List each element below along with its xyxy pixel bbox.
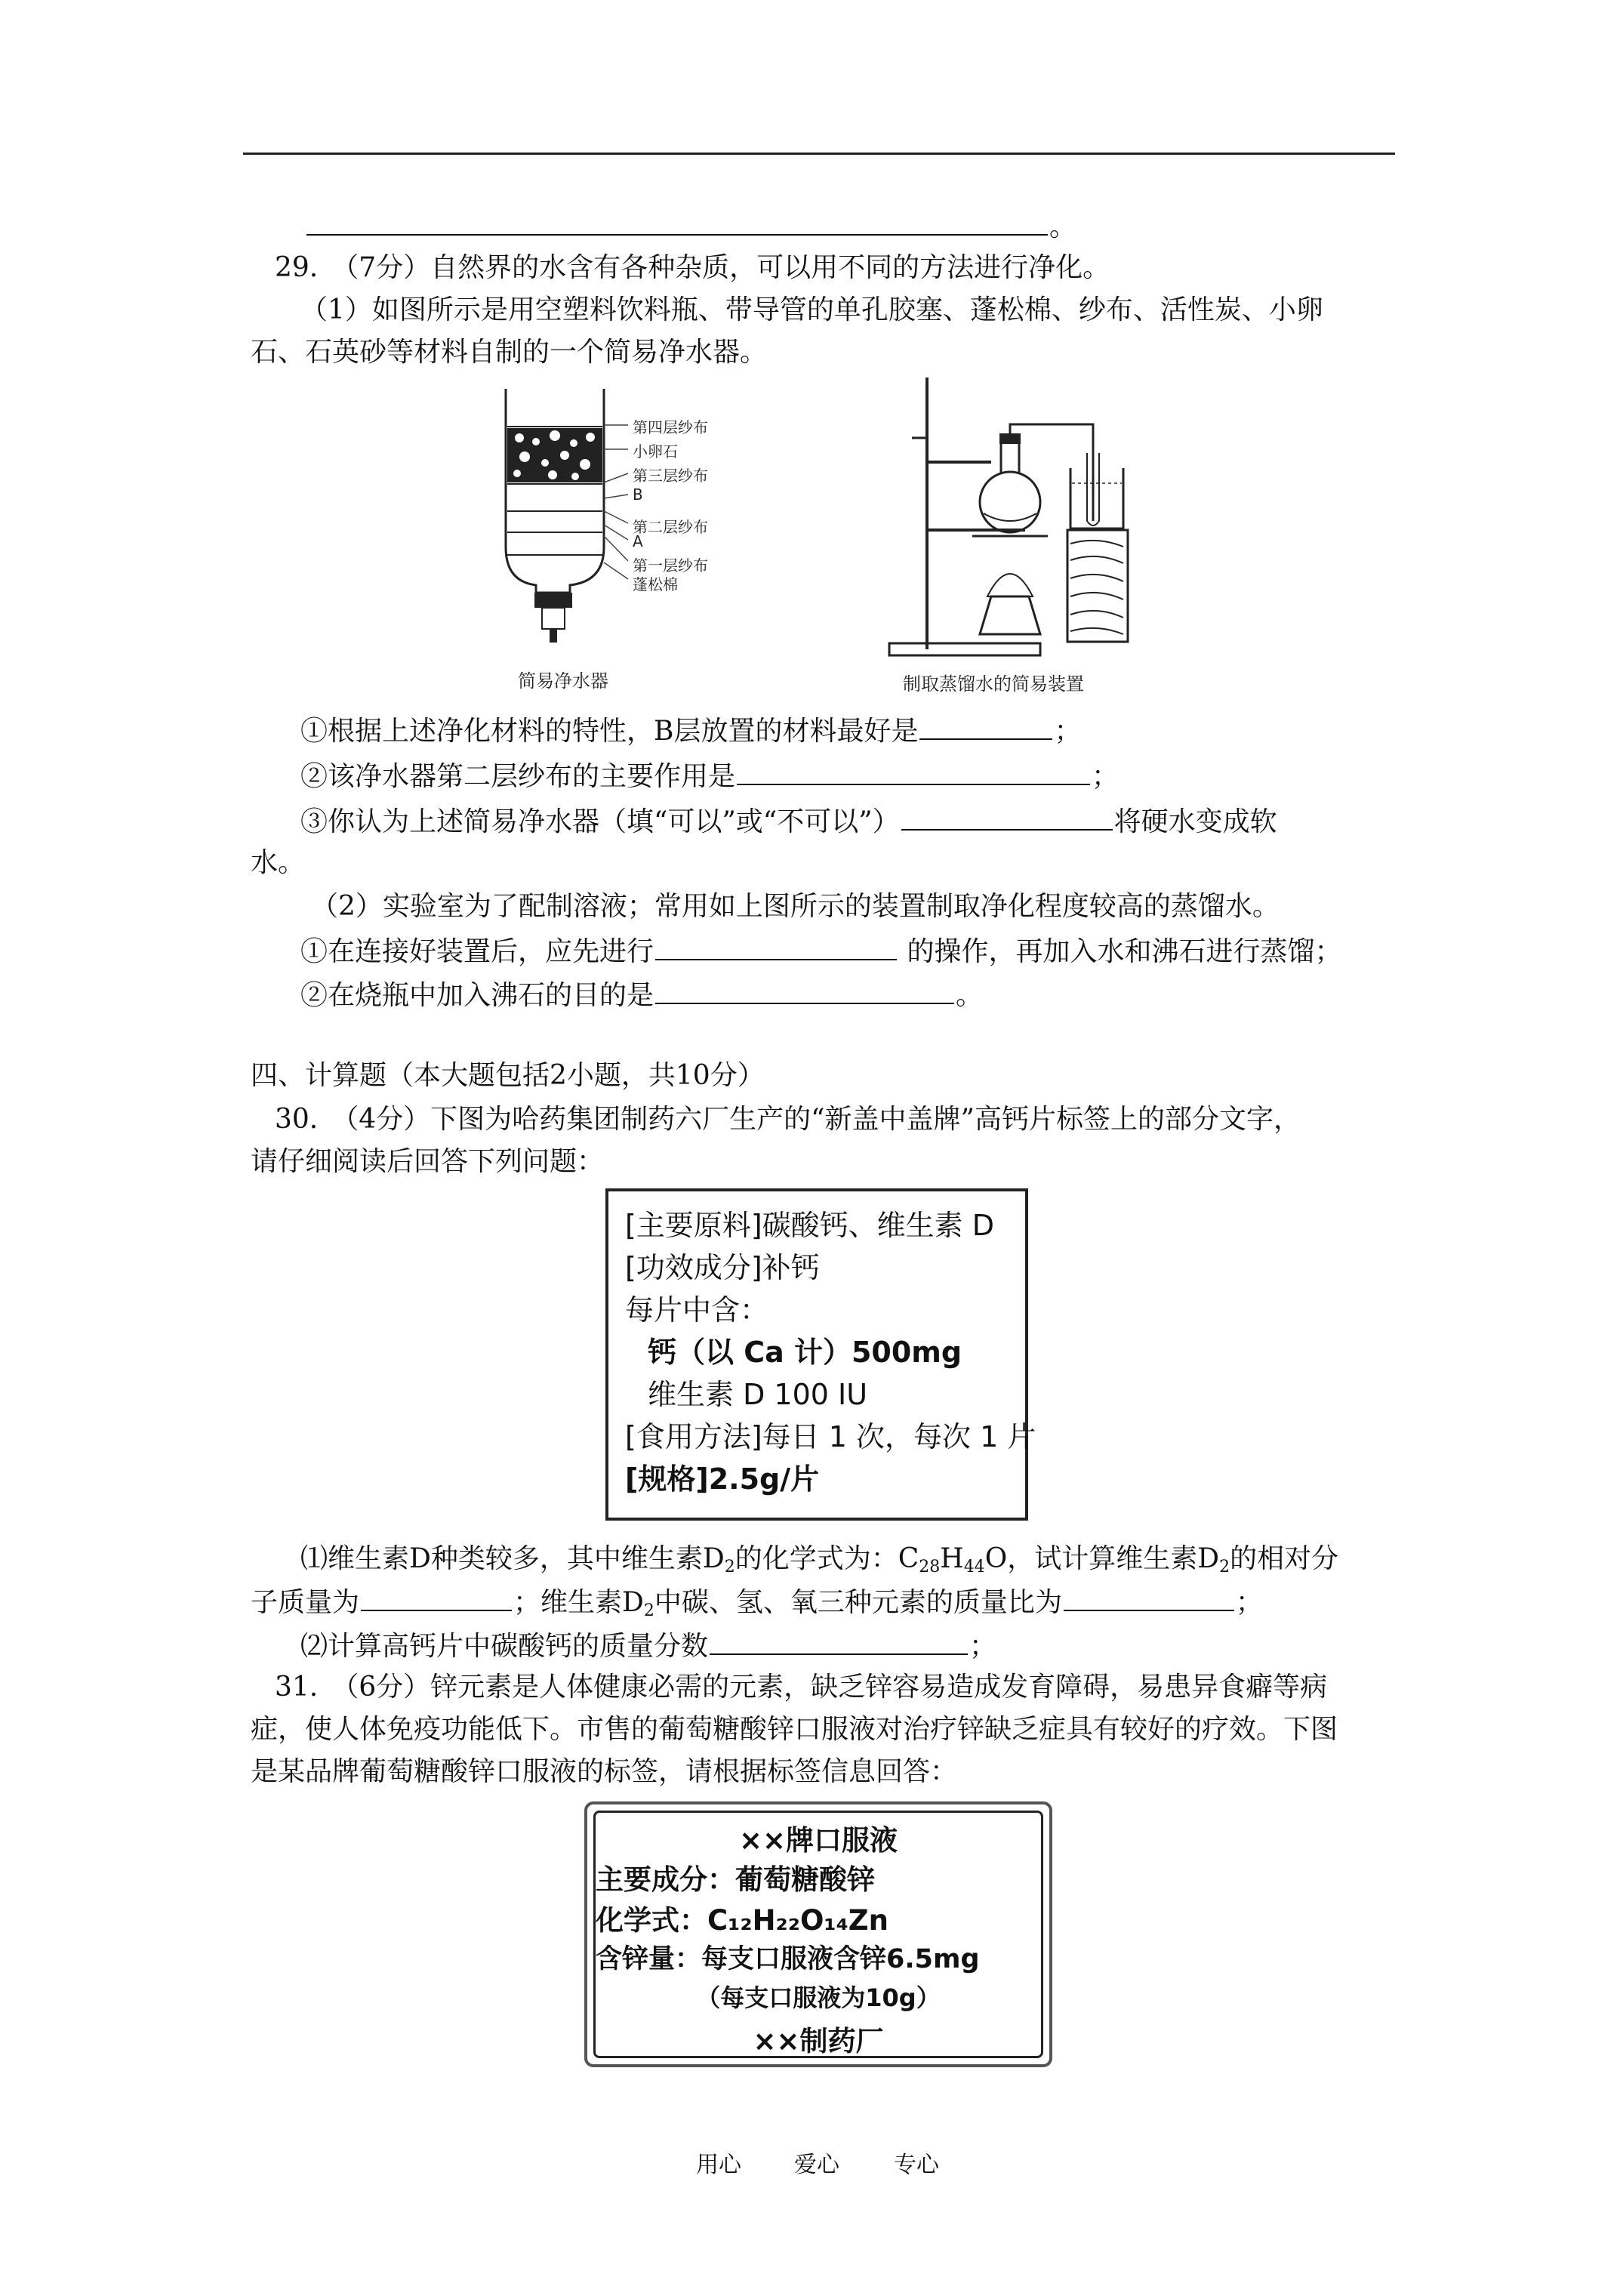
header-rule (243, 153, 1395, 155)
fig1-label-3: B (633, 485, 643, 504)
q30-line2: 请仔细阅读后回答下列问题： (251, 1146, 605, 1177)
q31-line2: 症，使人体免疫功能低下。市售的葡萄糖酸锌口服液对治疗锌缺乏症具有较好的疗效。下图 (251, 1714, 1338, 1745)
q30-sub1-line2: 子质量为 ；维生素$D_2$中碳、氢、氧三种元素的质量比为 ； (251, 1584, 1263, 1629)
zinc-label-content: 含锌量：每支口服液含锌6.5mg (596, 1944, 980, 1974)
q30-sub1-line1: ⑴维生素D种类较多，其中维生素$D_2$的化学式为：$C_{28}H_{44}O$，试计算维生素$D_2$的相对分 (300, 1543, 1339, 1576)
fig1-label-1: 小卵石 (633, 442, 678, 461)
calcium-label-row-3: 钙（以 Ca 计）500mg (648, 1336, 962, 1369)
calcium-label-row-5: [食用方法]每日 1 次，每次 1 片 (625, 1420, 1036, 1453)
fig1-label-0: 第四层纱布 (633, 418, 708, 436)
zinc-label-volume: （每支口服液为10g） (696, 1983, 941, 2012)
zinc-label-title: ××牌口服液 (738, 1824, 898, 1857)
zinc-label-maker: ××制药厂 (753, 2025, 884, 2057)
q31-line1: 31. （6分）锌元素是人体健康必需的元素，缺乏锌容易造成发育障碍，易患异食癖等病 (275, 1672, 1328, 1703)
footer-item-1: 爱心 (794, 2152, 839, 2178)
q29-title: 29. （7分）自然界的水含有各种杂质，可以用不同的方法进行净化。 (275, 252, 1110, 283)
q29-sub3-tail: 水。 (251, 847, 306, 878)
water-purifier-figure (483, 381, 770, 706)
q29-p1-line1: （1）如图所示是用空塑料饮料瓶、带导管的单孔胶塞、蓬松棉、纱布、活性炭、小卵 (300, 294, 1323, 325)
zinc-oral-liquid-label (584, 1801, 1052, 2067)
q30-line1: 30. （4分）下图为哈药集团制药六厂生产的“新盖中盖牌”高钙片标签上的部分文字， (275, 1104, 1301, 1135)
q29-sub5: ②在烧瓶中加入沸石的目的是 。 (300, 977, 983, 1013)
fig1-label-5: A (633, 532, 643, 550)
q29-sub2: ②该净水器第二层纱布的主要作用是 ； (300, 758, 1119, 794)
q29-p2: （2）实验室为了配制溶液；常用如上图所示的装置制取净化程度较高的蒸馏水。 (311, 891, 1280, 922)
q29-p1-line2: 石、石英砂等材料自制的一个简易净水器。 (251, 337, 768, 368)
fig1-label-6: 第一层纱布 (633, 556, 708, 575)
calcium-label-row-6: [规格]2.5g/片 (625, 1462, 820, 1496)
zinc-label-formula: 化学式：C₁₂H₂₂O₁₄Zn (596, 1904, 888, 1937)
fig1-label-4: 第二层纱布 (633, 518, 708, 536)
fig2-caption: 制取蒸馏水的简易装置 (903, 673, 1084, 695)
fig1-label-2: 第三层纱布 (633, 467, 708, 485)
q30-sub2: ⑵计算高钙片中碳酸钙的质量分数 ； (300, 1628, 996, 1664)
footer-item-2: 专心 (894, 2152, 939, 2178)
q28-answer-line: 。 (305, 208, 1076, 245)
q29-sub4: ①在连接好装置后，应先进行 的操作，再加入水和沸石进行蒸馏； (300, 933, 1341, 969)
footer-item-0: 用心 (696, 2152, 741, 2178)
q29-sub1: ①根据上述净化材料的特性，B层放置的材料最好是 ； (300, 713, 1081, 749)
q29-sub3: ③你认为上述简易净水器（填“可以”或“不可以”） 将硬水变成软 (300, 803, 1277, 840)
calcium-label-row-0: [主要原料]碳酸钙、维生素 D (625, 1209, 994, 1242)
calcium-label-row-4: 维生素 D 100 IU (648, 1378, 868, 1411)
q31-line3: 是某品牌葡萄糖酸锌口服液的标签，请根据标签信息回答： (251, 1756, 958, 1787)
calcium-label-row-1: [功效成分]补钙 (625, 1251, 820, 1284)
calcium-label-row-2: 每片中含： (625, 1293, 769, 1327)
fig1-label-7: 蓬松棉 (633, 575, 678, 593)
section-4-heading: 四、计算题（本大题包括2小题，共10分） (251, 1060, 765, 1091)
zinc-label-ingredient: 主要成分：葡萄糖酸锌 (596, 1863, 875, 1896)
distillation-apparatus-figure (867, 370, 1146, 664)
fig1-caption: 简易净水器 (518, 670, 608, 692)
calcium-tablet-label (605, 1188, 1036, 1521)
